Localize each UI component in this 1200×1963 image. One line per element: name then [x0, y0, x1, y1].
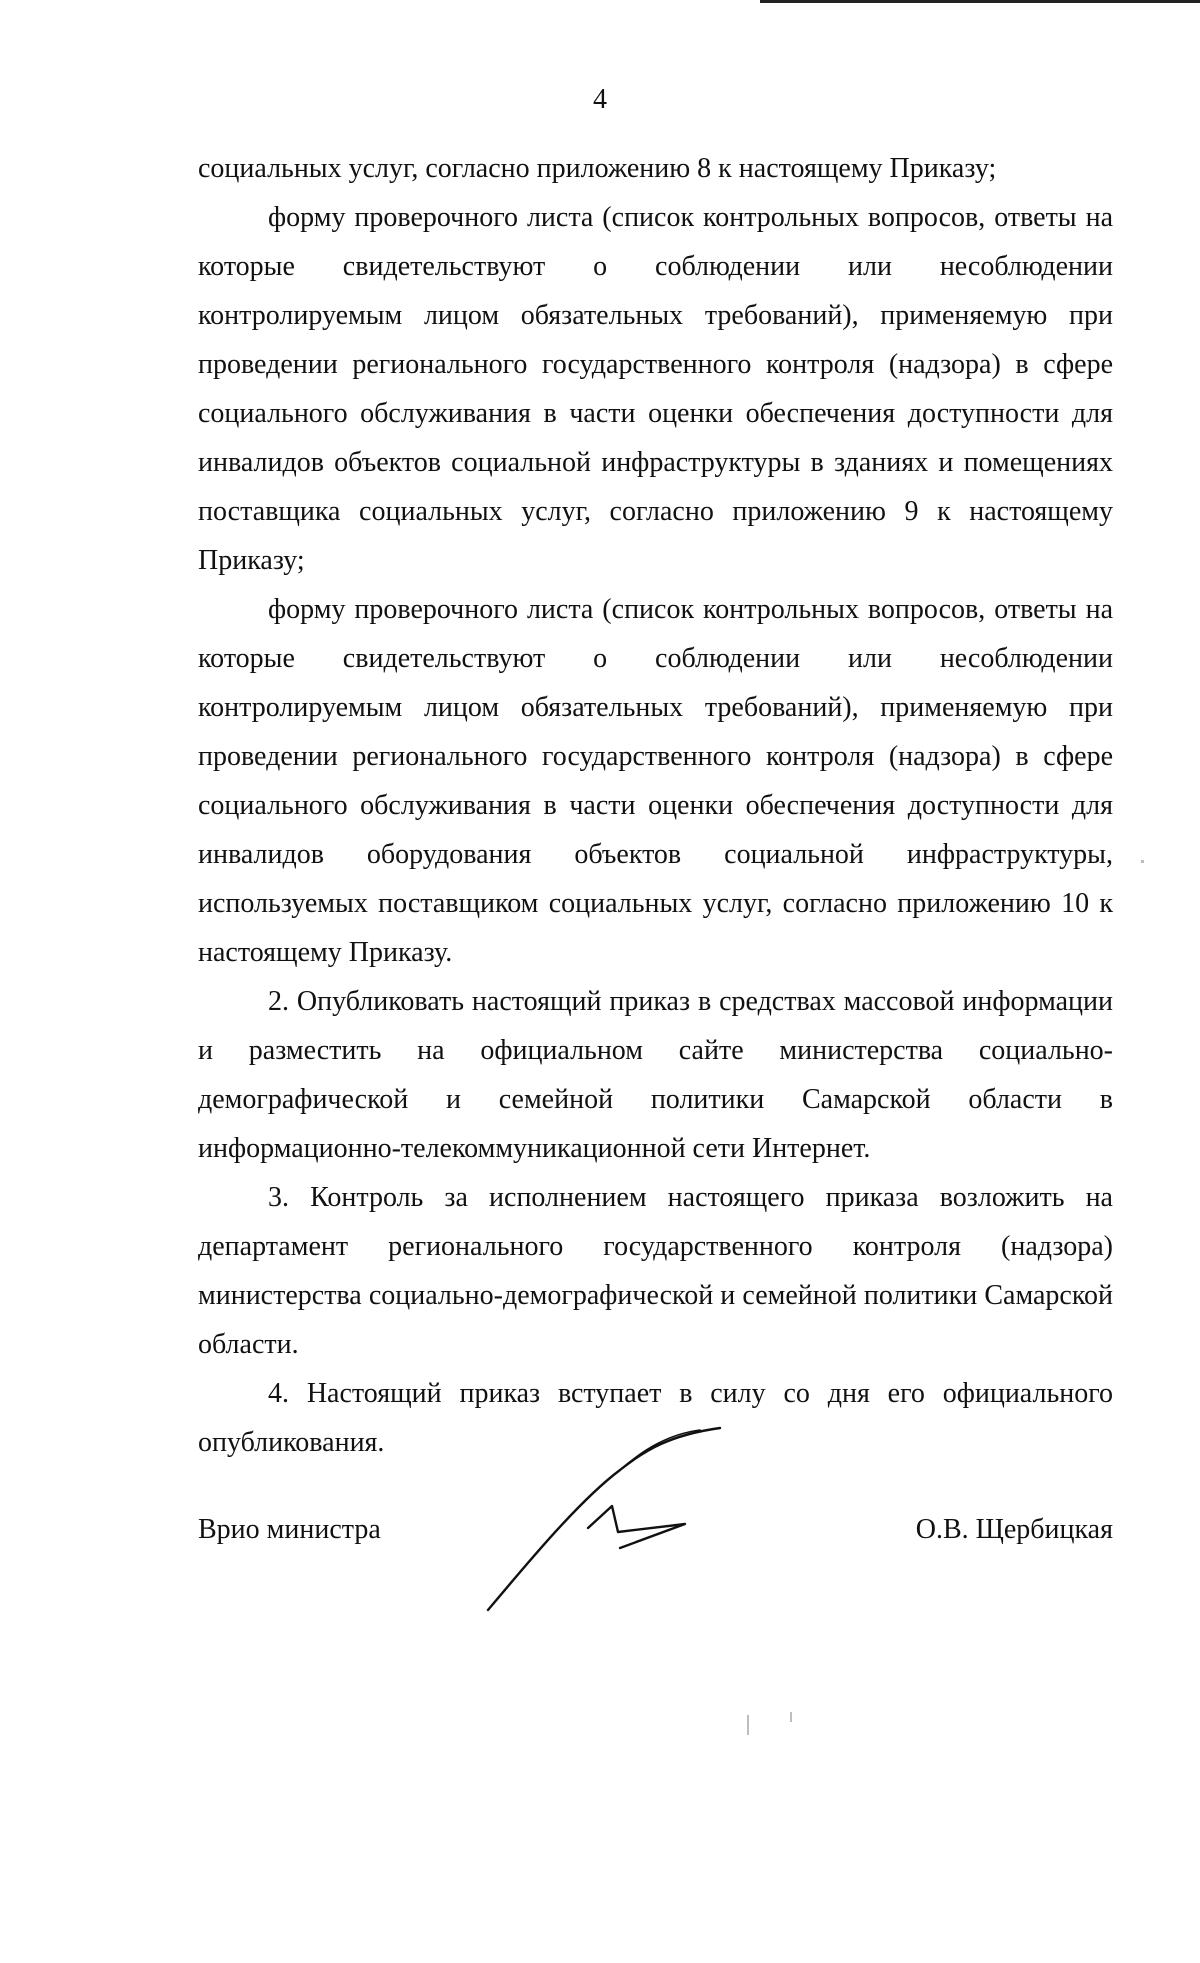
- paragraph-checklist-9: форму проверочного листа (список контрольных вопросов, ответы на которые свидетельствуют о соблюдении или несоблюдении контролируемым лицом обязательных требований), применяемую при проведении регионального государственного контроля (надзора) в сфере социального обслуживания в части оценки обеспечения доступности для инвалидов объектов социальной инфраструктуры в зданиях и помещениях поставщика социальных услуг, согласно приложению 9 к настоящему Приказу;: [198, 202, 1113, 576]
- paragraph-item-4: 4. Настоящий приказ вступает в силу со дня его официального опубликования.: [198, 1378, 1113, 1458]
- scan-speck: [1141, 860, 1144, 863]
- scan-top-border: [760, 0, 1200, 3]
- page-number: 4: [593, 84, 607, 115]
- handwritten-signature: [470, 1420, 740, 1620]
- document-body: [198, 144, 1113, 1467]
- paragraph-continuation: социальных услуг, согласно приложению 8 к настоящему Приказу;: [198, 153, 997, 184]
- paragraph-item-3: 3. Контроль за исполнением настоящего приказа возложить на департамент регионального государственного контроля (надзора) министерства социально-демографической и семейной политики Самарской области.: [198, 1182, 1113, 1360]
- signatory-position: Врио министра: [198, 1514, 381, 1545]
- paragraph-checklist-10: форму проверочного листа (список контрольных вопросов, ответы на которые свидетельствуют о соблюдении или несоблюдении контролируемым лицом обязательных требований), применяемую при проведении регионального государственного контроля (надзора) в сфере социального обслуживания в части оценки обеспечения доступности для инвалидов оборудования объектов социальной инфраструктуры, используемых поставщиком социальных услуг, согласно приложению 10 к настоящему Приказу.: [198, 594, 1113, 968]
- signatory-name: О.В. Щербицкая: [915, 1514, 1113, 1545]
- scan-speck: [747, 1715, 749, 1735]
- paragraph-item-2: 2. Опубликовать настоящий приказ в средствах массовой информации и разместить на официальном сайте министерства социально-демографической и семейной политики Самарской области в информационно-телекоммуникационной сети Интернет.: [198, 986, 1113, 1164]
- scan-speck: [790, 1712, 792, 1722]
